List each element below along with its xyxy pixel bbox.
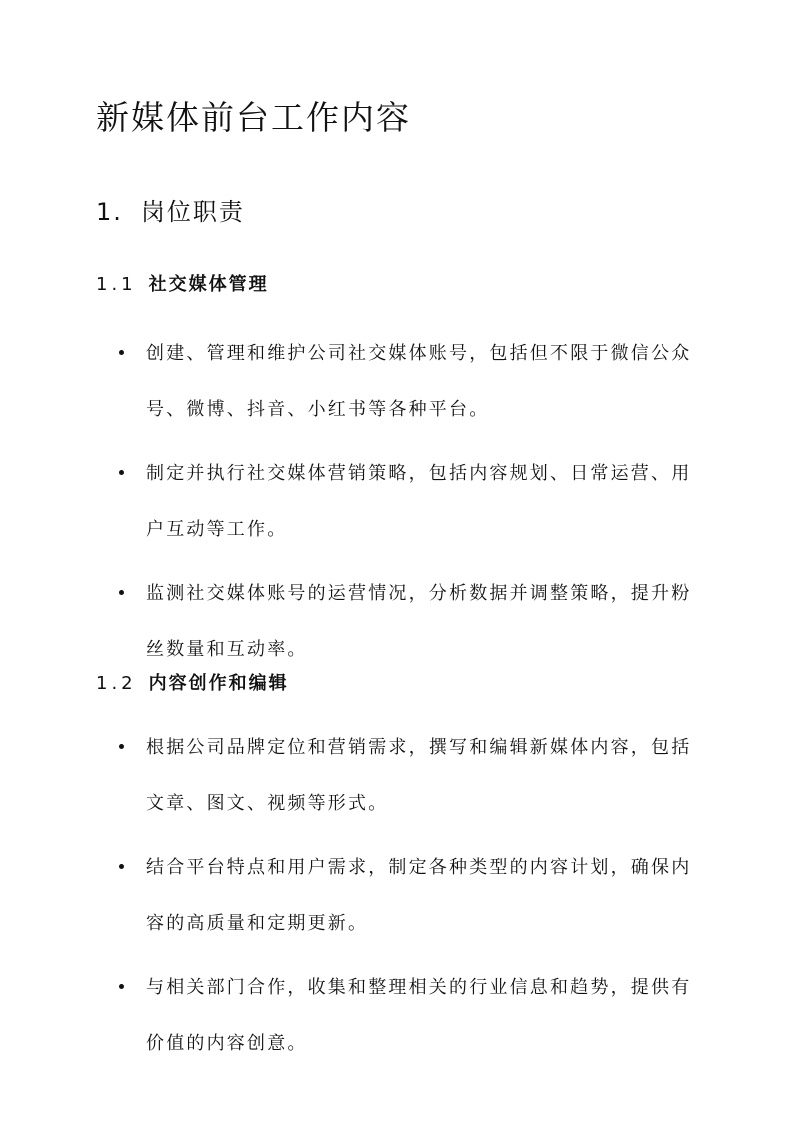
document-title: 新媒体前台工作内容 — [96, 98, 411, 137]
list-item-text: 监测社交媒体账号的运营情况，分析数据并调整策略，提升粉丝数量和互动率。 — [146, 583, 692, 660]
section-number: 1. — [96, 198, 123, 226]
bullet-icon — [119, 590, 124, 595]
bullet-list-content-creation — [0, 720, 800, 1072]
subsection-heading-social-media — [96, 271, 269, 299]
bullet-icon — [119, 744, 124, 749]
list-item-text: 根据公司品牌定位和营销需求，撰写和编辑新媒体内容，包括文章、图文、视频等形式。 — [146, 737, 692, 814]
subsection-number: 1.1 — [96, 274, 137, 295]
list-item — [0, 566, 800, 678]
bullet-icon — [119, 864, 124, 869]
bullet-list-social-media — [0, 326, 800, 678]
list-item — [0, 960, 800, 1072]
section-heading-responsibilities — [96, 194, 245, 230]
bullet-icon — [119, 350, 124, 355]
subsection-number: 1.2 — [96, 673, 137, 694]
list-item — [0, 840, 800, 952]
list-item — [0, 326, 800, 438]
list-item-text: 制定并执行社交媒体营销策略，包括内容规划、日常运营、用户互动等工作。 — [146, 463, 692, 540]
subsection-title: 社交媒体管理 — [148, 274, 269, 295]
bullet-icon — [119, 470, 124, 475]
subsection-title: 内容创作和编辑 — [148, 673, 289, 694]
section-title: 岗位职责 — [140, 198, 245, 226]
list-item — [0, 720, 800, 832]
list-item — [0, 446, 800, 558]
list-item-text: 结合平台特点和用户需求，制定各种类型的内容计划，确保内容的高质量和定期更新。 — [146, 857, 692, 934]
subsection-heading-content-creation — [96, 670, 289, 698]
list-item-text: 与相关部门合作，收集和整理相关的行业信息和趋势，提供有价值的内容创意。 — [146, 977, 692, 1054]
list-item-text: 创建、管理和维护公司社交媒体账号，包括但不限于微信公众号、微博、抖音、小红书等各种平台。 — [146, 343, 692, 420]
bullet-icon — [119, 984, 124, 989]
